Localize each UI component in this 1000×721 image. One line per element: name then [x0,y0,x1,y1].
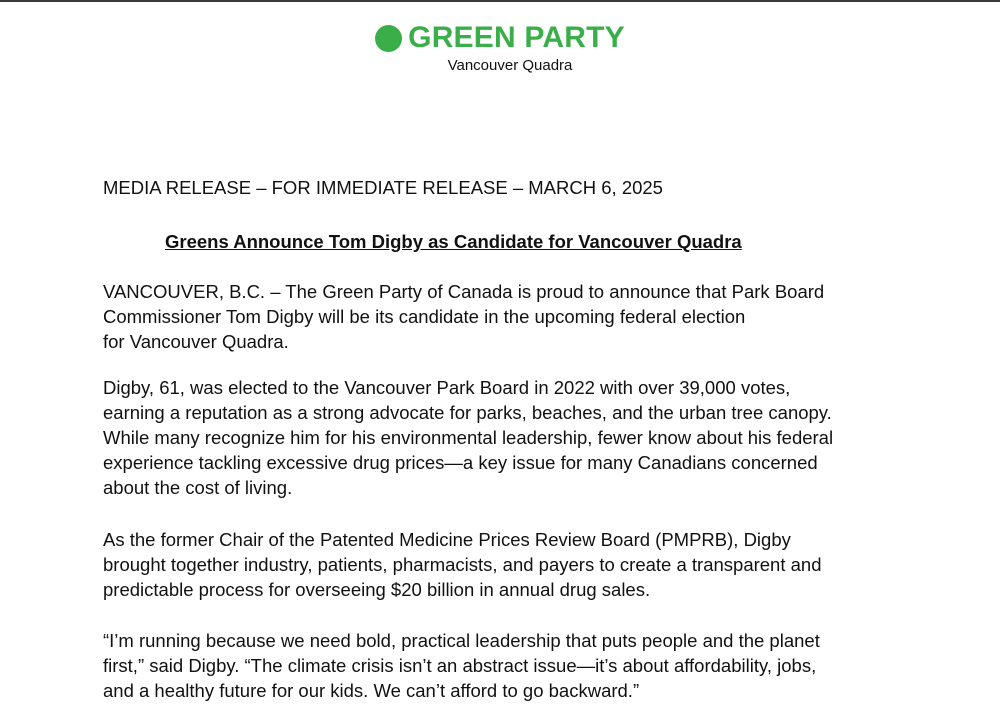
release-dateline: MEDIA RELEASE – FOR IMMEDIATE RELEASE – MARCH 6, 2025 [103,177,663,198]
text-line: for Vancouver Quadra. [103,331,289,352]
text-line: and a healthy future for our kids. We can’t afford to go backward.” [103,680,640,701]
text-line: brought together industry, patients, pharmacists, and payers to create a transparent and [103,554,822,575]
text-line: about the cost of living. [103,477,293,498]
text-line: “I’m running because we need bold, practical leadership that puts people and the planet [103,630,820,651]
text-line: Digby, 61, was elected to the Vancouver Park Board in 2022 with over 39,000 votes, [103,377,791,398]
top-border [0,0,1000,2]
release-headline: Greens Announce Tom Digby as Candidate for Vancouver Quadra [165,231,742,252]
text-line: earning a reputation as a strong advocate for parks, beaches, and the urban tree canopy. [103,402,832,423]
text-line: first,” said Digby. “The climate crisis isn’t an abstract issue—it’s about affordability, jobs, [103,655,817,676]
green-party-logo [0,22,1000,75]
text-line: experience tackling excessive drug prices—a key issue for many Canadians concerned [103,452,818,473]
logo-wordmark [375,22,625,54]
text-line: predictable process for overseeing $20 billion in annual drug sales. [103,579,651,600]
paragraph-quote [103,628,983,703]
text-line: Commissioner Tom Digby will be its candidate in the upcoming federal election [103,306,746,327]
riding-name: Vancouver Quadra [447,56,573,74]
text-line: VANCOUVER, B.C. – The Green Party of Canada is proud to announce that Park Board [103,281,825,302]
paragraph-announcement [103,279,983,354]
paragraph-background [103,375,983,500]
green-dot-icon [375,25,402,52]
paragraph-pmprb [103,527,983,602]
party-name: GREEN PARTY [408,21,625,54]
text-line: While many recognize him for his environmental leadership, fewer know about his federal [103,427,834,448]
text-line: As the former Chair of the Patented Medicine Prices Review Board (PMPRB), Digby [103,529,791,550]
